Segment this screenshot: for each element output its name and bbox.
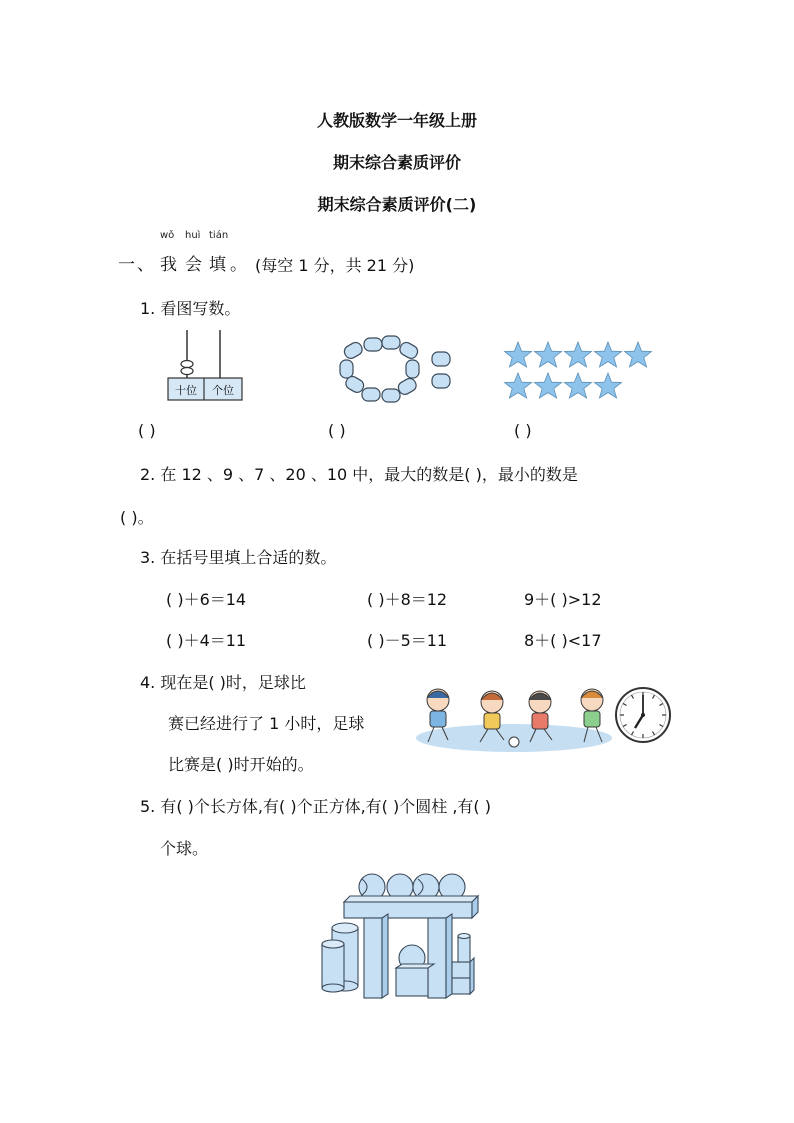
q2-line-1: 2. 在 12 、9 、7 、20 、10 中，最大的数是( )，最小的数是 [140,465,578,484]
section-char-tian: 填 [209,255,228,275]
star-icon [535,342,562,367]
q1-answer-blank-2[interactable]: ( ) [328,421,346,440]
abacus-label-ones: 个位 [212,384,234,397]
solid-shapes-image [320,870,480,1002]
abacus-image [164,328,246,404]
pinyin-wo: wǒ [160,230,175,241]
q3-prompt: 3. 在括号里填上合适的数。 [140,548,337,567]
star-icon [505,342,532,367]
q4-line-1: 4. 现在是( )时，足球比 [140,673,306,692]
section-score-note: (每空 1 分，共 21 分) [255,256,415,275]
stars-image [504,342,664,404]
section-char-wo: 我 [160,255,179,275]
q1-prompt: 1. 看图写数。 [140,299,241,318]
abacus-label-tens: 十位 [175,384,197,397]
q3-equation-3[interactable]: 9＋( )>12 [524,590,602,609]
q3-equation-4[interactable]: ( )＋4＝11 [166,631,247,650]
q1-answer-blank-3[interactable]: ( ) [514,421,532,440]
star-icon [595,373,622,398]
q3-equation-6[interactable]: 8＋( )<17 [524,631,602,650]
q4-line-2: 赛已经进行了 1 小时，足球 [168,714,365,733]
section-char-hui: 会 [185,255,204,275]
star-icon [505,373,532,398]
abacus-bead [181,361,193,368]
section-period: 。 [230,255,249,275]
q3-equation-1[interactable]: ( )＋6＝14 [166,590,247,609]
star-icon [595,342,622,367]
q3-equation-5[interactable]: ( )－5＝11 [367,631,448,650]
abacus-bead [181,368,193,375]
q1-answer-blank-1[interactable]: ( ) [138,421,156,440]
exam-title: 期末综合素质评价 [332,153,461,172]
pinyin-tian: tián [209,230,229,241]
star-icon [535,373,562,398]
q4-line-3: 比赛是( )时开始的。 [168,755,314,774]
q5-line-2: 个球。 [160,839,209,858]
q3-equation-2[interactable]: ( )＋8＝12 [367,590,448,609]
star-icon [625,342,652,367]
star-icon [565,373,592,398]
clock-icon [614,686,672,744]
football-kids-image [414,684,614,756]
bead-ring-image [336,334,456,414]
section-number: 一、 [118,255,156,275]
book-title: 人教版数学一年级上册 [316,111,477,130]
q2-line-2: ( )。 [120,508,154,527]
star-icon [565,342,592,367]
q5-line-1: 5. 有( )个长方体,有( )个正方体,有( )个圆柱 ,有( ) [140,797,491,816]
pinyin-hui: huì [185,230,201,241]
exam-subtitle: 期末综合素质评价(二) [317,195,477,214]
